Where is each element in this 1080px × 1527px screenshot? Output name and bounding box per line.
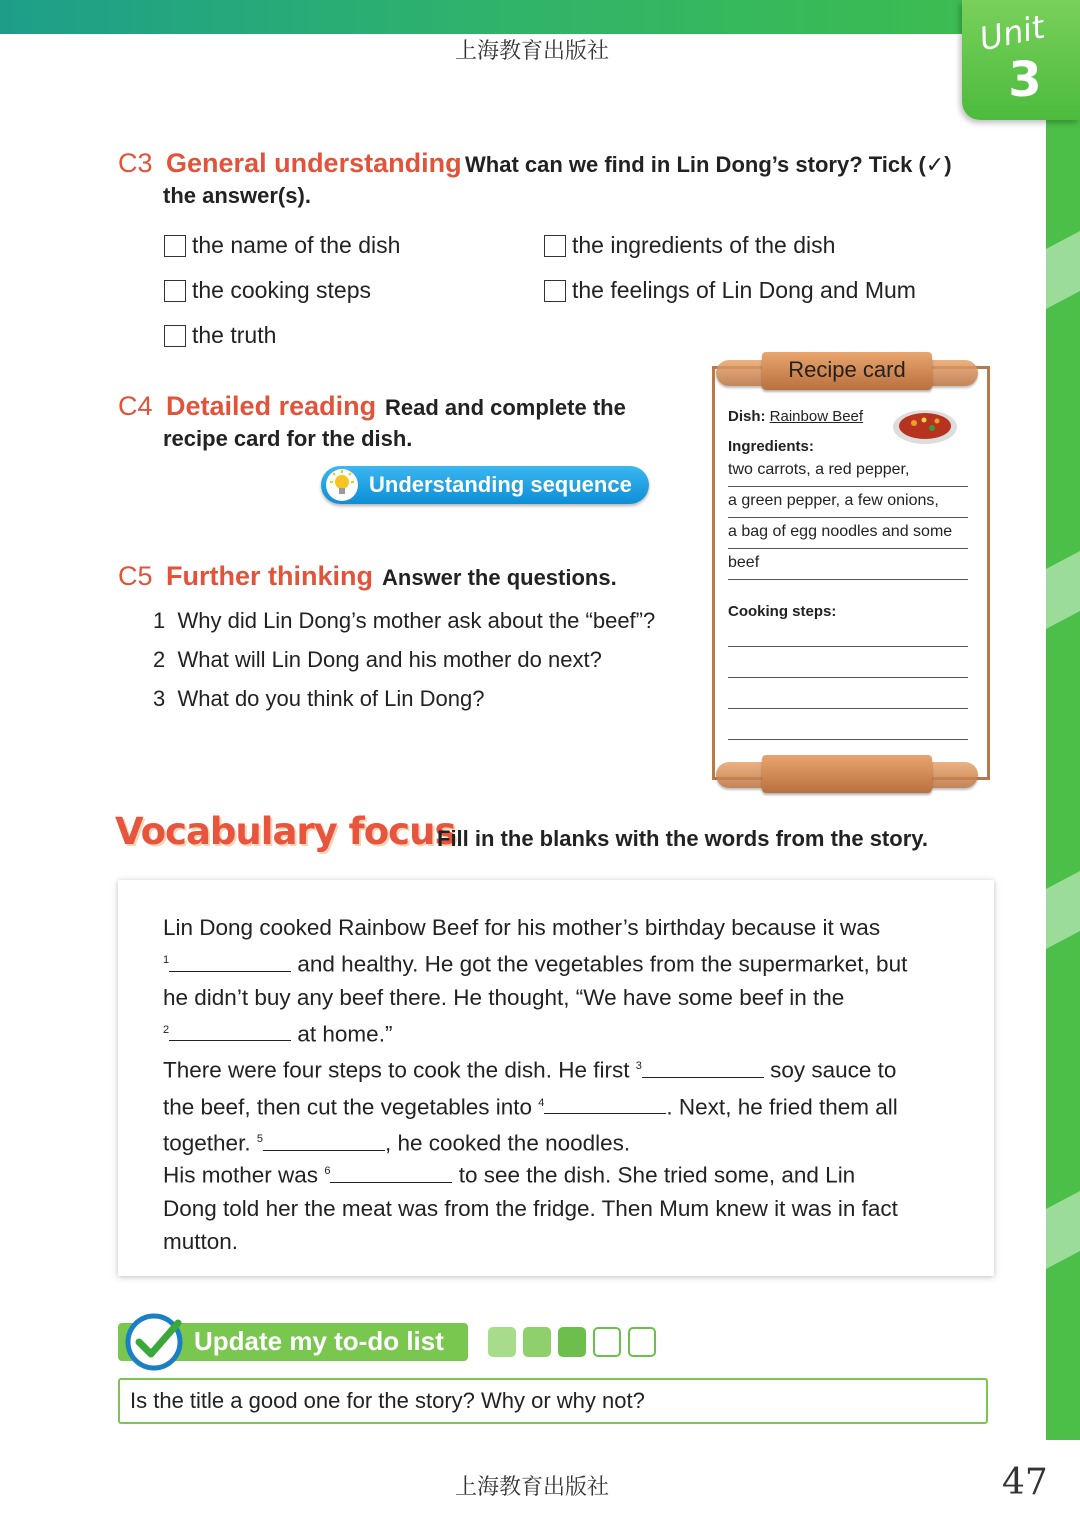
footer-publisher: 上海教育出版社: [455, 1475, 610, 1500]
ingredients-label: Ingredients:: [728, 438, 814, 455]
blank-4[interactable]: [544, 1093, 666, 1114]
question-item: 2 What will Lin Dong and his mother do next?: [153, 647, 602, 672]
ingredient-line: beef: [728, 551, 968, 580]
top-banner: [0, 0, 1080, 34]
vocabulary-focus-title: Vocabulary focus: [115, 810, 456, 853]
checkbox[interactable]: [544, 235, 566, 257]
side-stripe-bar: [1046, 120, 1080, 1440]
c5-instruction: Answer the questions.: [382, 565, 617, 590]
question-item: 3 What do you think of Lin Dong?: [153, 686, 485, 711]
step-line[interactable]: [728, 708, 968, 709]
c4-title: Detailed reading: [166, 391, 377, 421]
recipe-card-title: Recipe card: [788, 357, 906, 382]
unit-label: Unit: [976, 7, 1048, 59]
lightbulb-icon: [325, 468, 359, 502]
cooking-steps-label: Cooking steps:: [728, 603, 837, 620]
c4-instruction: Read and complete the: [385, 395, 626, 420]
vocab-paragraph-2: There were four steps to cook the dish. He first $^3$ soy sauce to the beef, then cut the vegetables into $^4$ . Next, he fried them all together. $^5$ , he cooked the noodles.: [163, 1057, 898, 1156]
checkbox[interactable]: [164, 235, 186, 257]
step-line[interactable]: [728, 739, 968, 740]
ingredient-line: a bag of egg noodles and some: [728, 520, 968, 549]
vocab-paragraph-3: His mother was $^6$ to see the dish. She tried some, and Lin Dong told her the meat was from the fridge. Then Mum knew it was in fact mutton.: [163, 1162, 898, 1254]
c3-option[interactable]: the ingredients of the dish: [544, 232, 835, 259]
progress-square-empty: [628, 1327, 656, 1357]
blank-5[interactable]: [263, 1130, 385, 1151]
c3-option[interactable]: the truth: [164, 322, 276, 349]
ingredient-line: two carrots, a red pepper,: [728, 458, 968, 487]
checkbox[interactable]: [164, 325, 186, 347]
unit-number: 3: [1008, 52, 1042, 108]
c5-title: Further thinking: [166, 561, 374, 591]
rolling-pin-bottom: [762, 755, 932, 793]
progress-square-filled: [558, 1327, 586, 1357]
understanding-sequence-badge: [321, 466, 649, 504]
dish-row: [728, 408, 863, 425]
vocab-paragraph-1: Lin Dong cooked Rainbow Beef for his mother’s birthday because it was $^1$ and healthy. He got the vegetables from the supermarket, but he didn’t buy any beef there. He thought, “We have some beef in the $^2$ at home.”: [163, 915, 908, 1046]
dish-label: Dish:: [728, 408, 766, 425]
c3-instruction: What can we find in Lin Dong’s story? Tick (✓): [465, 152, 952, 177]
c4-heading: [118, 391, 376, 422]
checkbox[interactable]: [544, 280, 566, 302]
todo-question: Is the title a good one for the story? Why or why not?: [118, 1378, 988, 1424]
progress-square-filled: [488, 1327, 516, 1357]
progress-square-empty: [593, 1327, 621, 1357]
c3-option[interactable]: the feelings of Lin Dong and Mum: [544, 277, 916, 304]
page-number: 47: [1002, 1462, 1048, 1503]
c3-code: C3: [118, 148, 153, 178]
c4-code: C4: [118, 391, 153, 421]
todo-title: Update my to-do list: [194, 1326, 444, 1356]
blank-3[interactable]: [642, 1057, 764, 1078]
question-item: 1 Why did Lin Dong’s mother ask about the “beef”?: [153, 608, 656, 633]
dish-value: Rainbow Beef: [769, 408, 864, 425]
vocab-instruction: Fill in the blanks with the words from the story.: [437, 826, 928, 851]
blank-6[interactable]: [330, 1162, 452, 1183]
header-publisher: 上海教育出版社: [455, 39, 610, 64]
blank-1[interactable]: [169, 951, 291, 972]
progress-square-filled: [523, 1327, 551, 1357]
c3-option[interactable]: the name of the dish: [164, 232, 400, 259]
blank-2[interactable]: [169, 1020, 291, 1041]
step-line[interactable]: [728, 646, 968, 647]
ingredient-line: a green pepper, a few onions,: [728, 489, 968, 518]
step-line[interactable]: [728, 677, 968, 678]
dish-photo: [892, 406, 958, 451]
c3-option[interactable]: the cooking steps: [164, 277, 371, 304]
c3-heading: [118, 148, 462, 179]
c5-code: C5: [118, 561, 153, 591]
c4-instruction-cont: recipe card for the dish.: [163, 426, 413, 451]
checkbox[interactable]: [164, 280, 186, 302]
c3-title: General understanding: [166, 148, 462, 178]
badge-label: Understanding sequence: [369, 472, 632, 497]
c3-instruction-cont: the answer(s).: [163, 183, 311, 208]
c5-heading: [118, 561, 373, 592]
checkmark-icon: [124, 1313, 186, 1376]
